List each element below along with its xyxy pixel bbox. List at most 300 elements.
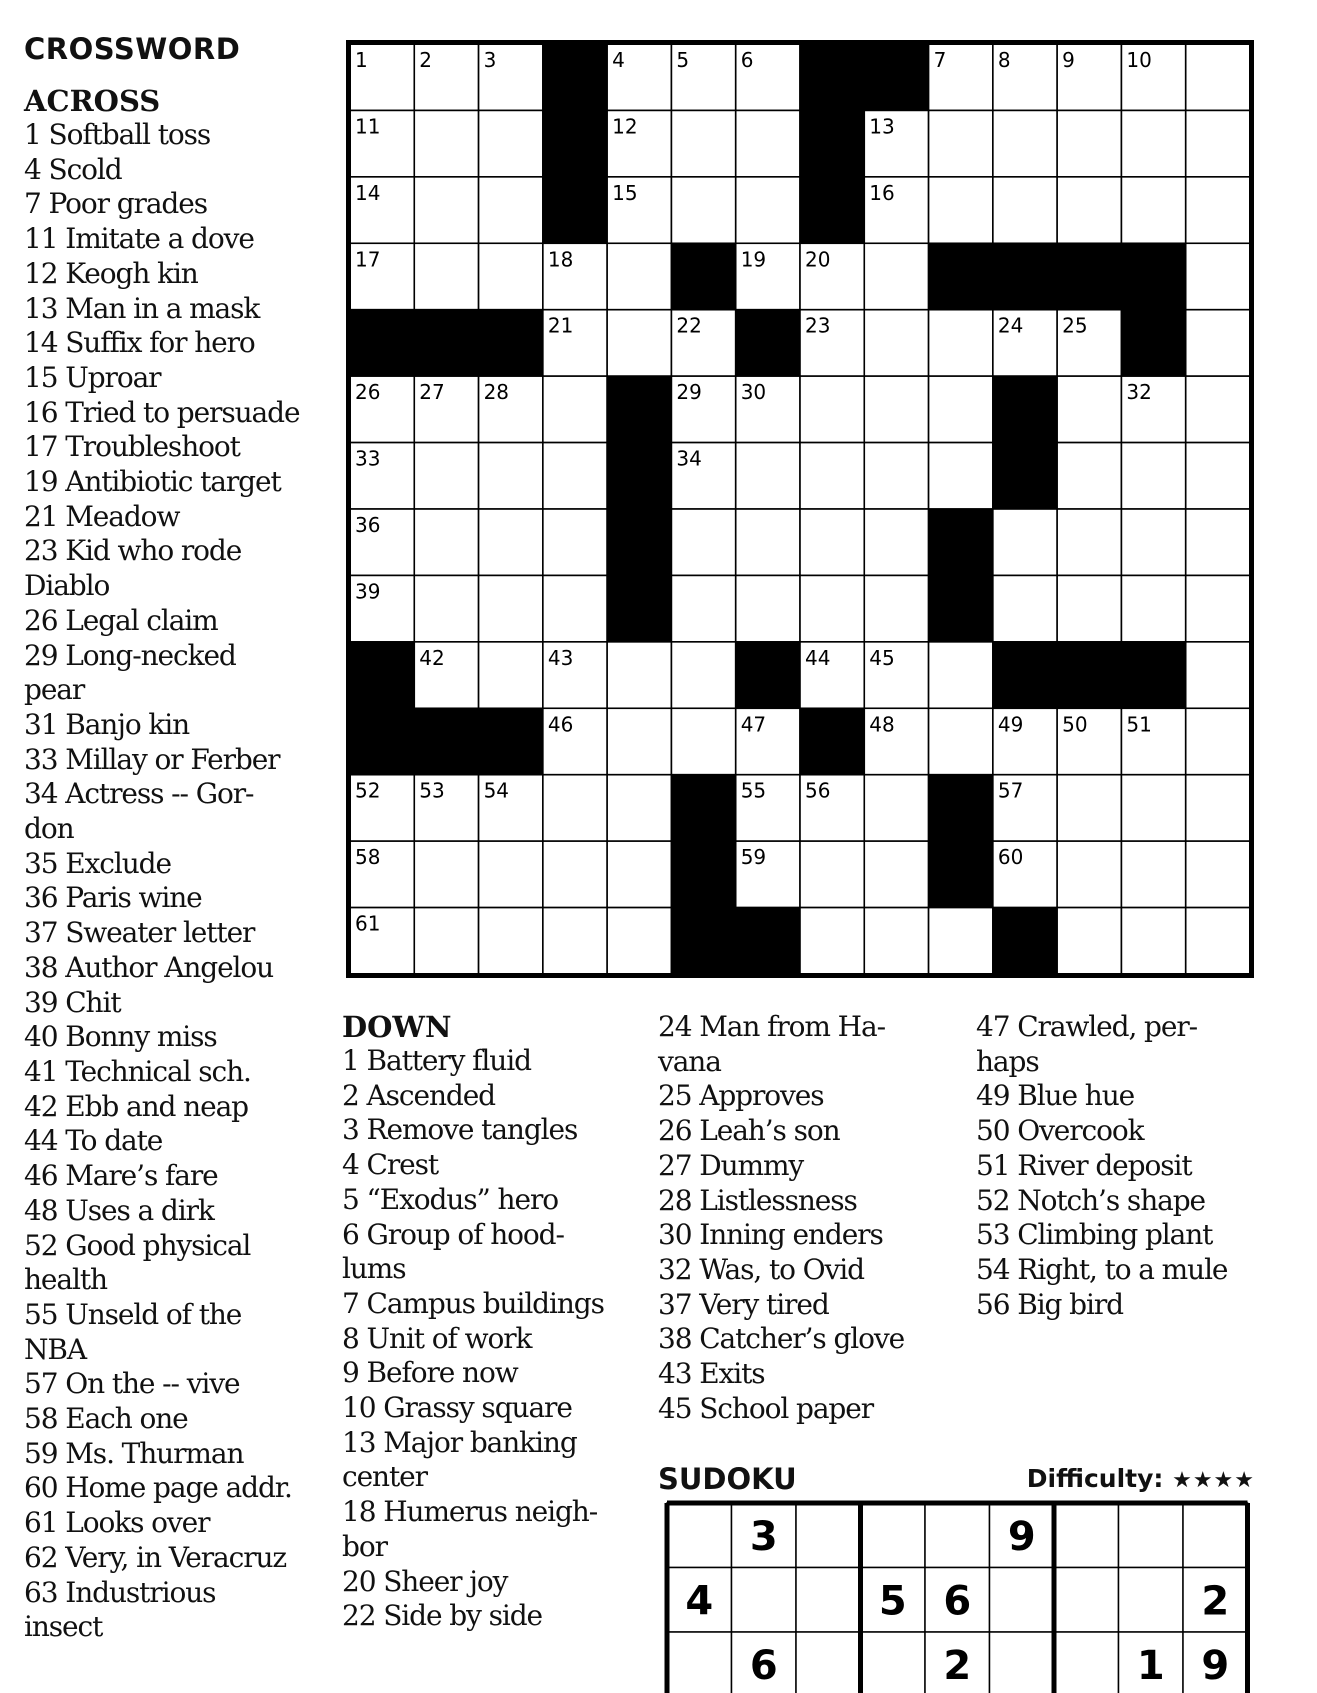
answer-cell[interactable]	[479, 443, 543, 509]
clue-line: 6 Group of hood-	[342, 1217, 564, 1251]
clue-line: 52 Notch’s shape	[976, 1183, 1206, 1217]
answer-cell[interactable]	[1057, 575, 1121, 641]
answer-cell[interactable]	[800, 376, 864, 442]
answer-cell[interactable]	[414, 443, 478, 509]
clue-line: 53 Climbing plant	[976, 1218, 1213, 1252]
clue-number: 60	[997, 845, 1024, 870]
clue-line: 28 Listlessness	[658, 1183, 857, 1217]
answer-cell[interactable]	[1186, 775, 1250, 841]
answer-cell[interactable]	[736, 509, 800, 575]
answer-cell[interactable]	[479, 243, 543, 309]
clue-line: 31 Banjo kin	[24, 707, 190, 741]
black-square	[671, 243, 735, 309]
clue-line: 26 Legal claim	[24, 603, 218, 637]
clue-number: 54	[483, 778, 510, 803]
sudoku-cell[interactable]	[861, 1632, 926, 1693]
clue-line: 22 Side by side	[342, 1599, 543, 1633]
clue-number: 56	[805, 778, 831, 803]
answer-cell[interactable]	[607, 642, 671, 708]
clue-line: 47 Crawled, per-	[976, 1010, 1197, 1043]
crossword-title: CROSSWORD	[24, 32, 241, 66]
answer-cell[interactable]	[800, 509, 864, 575]
answer-cell[interactable]	[607, 775, 671, 841]
answer-cell[interactable]	[864, 443, 928, 509]
answer-cell[interactable]	[607, 243, 671, 309]
clue-number: 44	[805, 645, 831, 670]
clue-number: 13	[869, 114, 895, 139]
clue-line: 45 School paper	[658, 1391, 873, 1425]
answer-cell[interactable]	[671, 110, 735, 176]
answer-cell[interactable]	[929, 708, 993, 774]
answer-cell[interactable]	[929, 310, 993, 376]
sudoku-given: 9	[1201, 1643, 1230, 1689]
answer-cell[interactable]	[1121, 575, 1185, 641]
answer-cell[interactable]	[1186, 908, 1250, 974]
down-clues-column-3	[976, 1010, 1227, 1322]
clue-line: 62 Very, in Veracruz	[24, 1540, 287, 1574]
clue-line: 35 Exclude	[24, 846, 171, 880]
clue-line: don	[24, 812, 74, 846]
answer-cell[interactable]	[736, 443, 800, 509]
clue-number: 4	[612, 48, 625, 72]
answer-cell[interactable]	[1121, 775, 1185, 841]
answer-cell[interactable]	[736, 177, 800, 243]
clue-line: 1 Battery fluid	[342, 1044, 531, 1077]
black-square	[800, 177, 864, 243]
clue-line: 58 Each one	[24, 1402, 188, 1436]
clue-line: 24 Man from Ha-	[658, 1010, 885, 1043]
answer-cell[interactable]	[543, 575, 607, 641]
clue-number: 16	[869, 180, 895, 205]
difficulty-stars: ★★★★	[1172, 1468, 1255, 1493]
clue-number: 20	[805, 247, 831, 272]
clue-number: 3	[483, 48, 497, 72]
answer-cell[interactable]	[671, 575, 735, 641]
clue-number: 5	[676, 48, 690, 72]
answer-cell[interactable]	[993, 575, 1057, 641]
down-clues-column-2	[658, 1010, 904, 1426]
clue-line: 20 Sheer joy	[342, 1564, 508, 1598]
clue-number: 30	[740, 380, 767, 405]
answer-cell[interactable]	[864, 775, 928, 841]
sudoku-cell[interactable]	[1054, 1632, 1119, 1693]
clue-number: 37	[612, 513, 638, 537]
sudoku-svg	[664, 1500, 1256, 1693]
answer-cell[interactable]	[671, 642, 735, 708]
sudoku-cell[interactable]	[1054, 1503, 1119, 1568]
clue-number: 49	[997, 712, 1024, 737]
clue-number: 39	[355, 579, 381, 604]
black-square	[350, 708, 414, 774]
answer-cell[interactable]	[607, 908, 671, 974]
sudoku-cell[interactable]	[732, 1568, 797, 1633]
answer-cell[interactable]	[929, 642, 993, 708]
clue-number: 2	[419, 48, 433, 72]
black-square	[414, 708, 478, 774]
black-square	[736, 642, 800, 708]
answer-cell[interactable]	[1186, 44, 1250, 110]
black-square	[929, 775, 993, 841]
clue-line: 56 Big bird	[976, 1287, 1123, 1321]
answer-cell[interactable]	[1186, 110, 1250, 176]
clue-line: 13 Major banking	[342, 1425, 577, 1459]
black-square	[671, 775, 735, 841]
sudoku-given: 5	[878, 1578, 907, 1625]
clue-line: 11 Imitate a dove	[24, 222, 254, 256]
black-square	[1121, 310, 1185, 376]
clue-line: 60 Home page addr.	[24, 1471, 292, 1505]
black-square	[929, 841, 993, 907]
answer-cell[interactable]	[479, 575, 543, 641]
difficulty-rating	[1027, 1464, 1255, 1493]
clue-number: 15	[612, 180, 638, 205]
answer-cell[interactable]	[1121, 908, 1185, 974]
black-square	[607, 376, 671, 442]
sudoku-cell[interactable]	[990, 1568, 1055, 1633]
black-square	[350, 310, 414, 376]
clue-line: 52 Good physical	[24, 1228, 251, 1262]
clue-line: 14 Suffix for hero	[24, 326, 255, 360]
answer-cell[interactable]	[1057, 841, 1121, 907]
clue-number: 34	[676, 446, 702, 471]
answer-cell[interactable]	[543, 908, 607, 974]
answer-cell[interactable]	[736, 575, 800, 641]
sudoku-cell[interactable]	[1119, 1568, 1184, 1633]
across-heading: ACROSS	[24, 84, 161, 118]
answer-cell[interactable]	[1057, 775, 1121, 841]
answer-cell[interactable]	[864, 575, 928, 641]
answer-cell[interactable]	[479, 509, 543, 575]
answer-cell[interactable]	[1057, 908, 1121, 974]
answer-cell[interactable]	[929, 443, 993, 509]
sudoku-cell[interactable]	[925, 1503, 990, 1568]
answer-cell[interactable]	[414, 243, 478, 309]
answer-cell[interactable]	[414, 908, 478, 974]
down-heading: DOWN	[342, 1010, 452, 1044]
answer-cell[interactable]	[1121, 841, 1185, 907]
black-square	[543, 44, 607, 110]
clue-line: 37 Very tired	[658, 1287, 829, 1321]
black-square	[543, 177, 607, 243]
answer-cell[interactable]	[864, 841, 928, 907]
answer-cell[interactable]	[800, 575, 864, 641]
clue-line: 9 Before now	[342, 1356, 518, 1390]
clue-line: 46 Mare’s fare	[24, 1159, 218, 1193]
clue-number: 45	[869, 645, 895, 670]
clue-number: 8	[997, 48, 1011, 72]
black-square	[1121, 243, 1185, 309]
clue-line: 15 Uproar	[24, 360, 161, 394]
clue-number: 14	[355, 180, 381, 205]
black-square	[1057, 243, 1121, 309]
clue-number: 21	[547, 313, 574, 338]
clue-line: 23 Kid who rode	[24, 534, 242, 568]
black-square	[800, 44, 864, 110]
answer-cell[interactable]	[479, 841, 543, 907]
clue-line: haps	[976, 1044, 1039, 1078]
answer-cell[interactable]	[607, 841, 671, 907]
answer-cell[interactable]	[414, 509, 478, 575]
answer-cell[interactable]	[864, 509, 928, 575]
clue-line: vana	[658, 1044, 721, 1078]
black-square	[736, 310, 800, 376]
clue-number: 38	[933, 513, 960, 537]
clue-line: 50 Overcook	[976, 1114, 1144, 1148]
clue-number: 28	[483, 380, 510, 405]
answer-cell[interactable]	[543, 443, 607, 509]
clue-line: 1 Softball toss	[24, 118, 211, 151]
sudoku-cell[interactable]	[796, 1632, 861, 1693]
clue-line: 44 To date	[24, 1124, 163, 1158]
sudoku-given: 2	[943, 1643, 972, 1689]
clue-line: 7 Campus buildings	[342, 1286, 604, 1320]
black-square	[1121, 642, 1185, 708]
clue-number: 11	[355, 114, 381, 139]
clue-number: 31	[997, 380, 1024, 405]
clue-line: 7 Poor grades	[24, 187, 207, 221]
sudoku-given: 3	[749, 1514, 778, 1560]
clue-line: 42 Ebb and neap	[24, 1089, 248, 1123]
sudoku-cell[interactable]	[667, 1503, 732, 1568]
answer-cell[interactable]	[1186, 376, 1250, 442]
answer-cell[interactable]	[671, 708, 735, 774]
answer-cell[interactable]	[1057, 443, 1121, 509]
black-square	[671, 908, 735, 974]
clue-line: 30 Inning enders	[658, 1218, 883, 1252]
sudoku-cell[interactable]	[796, 1503, 861, 1568]
clue-line: lums	[342, 1252, 406, 1286]
down-clue-list	[976, 1010, 1227, 1322]
clue-number: 53	[419, 778, 445, 803]
clue-number: 33	[355, 446, 381, 471]
answer-cell[interactable]	[800, 841, 864, 907]
clue-line: bor	[342, 1529, 387, 1563]
answer-cell[interactable]	[993, 509, 1057, 575]
answer-cell[interactable]	[671, 177, 735, 243]
black-square	[800, 110, 864, 176]
clue-line: 61 Looks over	[24, 1506, 210, 1540]
black-square	[479, 708, 543, 774]
answer-cell[interactable]	[414, 841, 478, 907]
answer-cell[interactable]	[414, 575, 478, 641]
clue-line: insect	[24, 1610, 103, 1644]
clue-number: 61	[355, 911, 381, 936]
answer-cell[interactable]	[479, 177, 543, 243]
clue-line: 4 Crest	[342, 1148, 439, 1182]
answer-cell[interactable]	[1186, 642, 1250, 708]
clue-number: 12	[612, 114, 638, 139]
sudoku-cell[interactable]	[1119, 1503, 1184, 1568]
clue-line: 13 Man in a mask	[24, 291, 260, 325]
sudoku-title: SUDOKU	[658, 1462, 797, 1496]
down-clues-column-1	[342, 1010, 604, 1634]
answer-cell[interactable]	[414, 177, 478, 243]
answer-cell[interactable]	[864, 310, 928, 376]
down-clue-list	[342, 1044, 604, 1634]
answer-cell[interactable]	[1186, 177, 1250, 243]
clue-number: 10	[1126, 48, 1152, 72]
answer-cell[interactable]	[1186, 443, 1250, 509]
sudoku-cell[interactable]	[990, 1632, 1055, 1693]
clue-number: 26	[355, 380, 381, 405]
clue-number: 7	[933, 48, 947, 72]
answer-cell[interactable]	[929, 908, 993, 974]
black-square	[864, 44, 928, 110]
clue-number: 29	[676, 380, 702, 405]
clue-number: 9	[1062, 48, 1075, 72]
answer-cell[interactable]	[671, 509, 735, 575]
sudoku-grid	[664, 1500, 1256, 1693]
clue-line: 43 Exits	[658, 1357, 765, 1391]
black-square	[350, 642, 414, 708]
clue-line: 5 “Exodus” hero	[342, 1182, 559, 1216]
clue-line: 26 Leah’s son	[658, 1114, 840, 1148]
clue-number: 47	[740, 712, 767, 737]
clue-line: 32 Was, to Ovid	[658, 1252, 864, 1286]
clue-number: 36	[355, 513, 381, 537]
clue-line: 25 Approves	[658, 1079, 824, 1113]
answer-cell[interactable]	[1121, 110, 1185, 176]
clue-number: 40	[612, 579, 638, 604]
clue-line: 33 Millay or Ferber	[24, 742, 280, 776]
clue-line: health	[24, 1263, 107, 1297]
answer-cell[interactable]	[414, 110, 478, 176]
answer-cell[interactable]	[607, 310, 671, 376]
answer-cell[interactable]	[800, 908, 864, 974]
clue-line: 55 Unseld of the	[24, 1297, 242, 1331]
clue-line: Diablo	[24, 569, 110, 603]
across-clues	[24, 84, 299, 1645]
clue-line: pear	[24, 673, 85, 707]
sudoku-given: 4	[685, 1578, 714, 1625]
answer-cell[interactable]	[864, 908, 928, 974]
clue-number: 50	[1062, 712, 1088, 737]
answer-cell[interactable]	[543, 775, 607, 841]
clue-number: 62	[740, 911, 767, 936]
answer-cell[interactable]	[1121, 509, 1185, 575]
black-square	[543, 110, 607, 176]
clue-number: 43	[547, 645, 574, 670]
answer-cell[interactable]	[864, 376, 928, 442]
sudoku-given: 6	[943, 1578, 972, 1625]
crossword-grid	[346, 40, 1254, 978]
difficulty-label: Difficulty:	[1026, 1464, 1164, 1493]
black-square	[1057, 642, 1121, 708]
answer-cell[interactable]	[1121, 443, 1185, 509]
clue-number: 41	[933, 579, 960, 604]
sudoku-cell[interactable]	[861, 1503, 926, 1568]
clue-line: 3 Remove tangles	[342, 1113, 578, 1147]
answer-cell[interactable]	[1186, 841, 1250, 907]
answer-cell[interactable]	[993, 177, 1057, 243]
answer-cell[interactable]	[800, 443, 864, 509]
clue-line: 51 River deposit	[976, 1148, 1192, 1182]
answer-cell[interactable]	[736, 110, 800, 176]
answer-cell[interactable]	[1186, 509, 1250, 575]
clue-line: 16 Tried to persuade	[24, 395, 300, 429]
clue-line: 40 Bonny miss	[24, 1020, 217, 1054]
answer-cell[interactable]	[1186, 310, 1250, 376]
clue-line: 41 Technical sch.	[24, 1054, 251, 1088]
clue-line: 12 Keogh kin	[24, 256, 198, 290]
black-square	[993, 642, 1057, 708]
answer-cell[interactable]	[607, 708, 671, 774]
black-square	[479, 310, 543, 376]
answer-cell[interactable]	[543, 509, 607, 575]
clue-line: 34 Actress -- Gor-	[24, 777, 254, 811]
clue-line: NBA	[24, 1332, 86, 1366]
answer-cell[interactable]	[993, 110, 1057, 176]
clue-number: 17	[355, 247, 381, 272]
answer-cell[interactable]	[1186, 575, 1250, 641]
answer-cell[interactable]	[864, 243, 928, 309]
answer-cell[interactable]	[1186, 708, 1250, 774]
clue-number: 19	[740, 247, 767, 272]
black-square	[607, 443, 671, 509]
clue-line: 19 Antibiotic target	[24, 465, 281, 499]
answer-cell[interactable]	[479, 110, 543, 176]
clue-number: 42	[419, 645, 445, 670]
black-square	[671, 841, 735, 907]
answer-cell[interactable]	[1057, 177, 1121, 243]
clue-line: 48 Uses a dirk	[24, 1193, 214, 1227]
sudoku-cell[interactable]	[1054, 1568, 1119, 1633]
clue-number: 24	[997, 313, 1024, 338]
answer-cell[interactable]	[1057, 110, 1121, 176]
crossword-svg	[346, 40, 1254, 978]
clue-line: 63 Industrious	[24, 1575, 216, 1609]
answer-cell[interactable]	[929, 376, 993, 442]
clue-number: 25	[1062, 313, 1088, 338]
black-square	[929, 243, 993, 309]
clue-line: center	[342, 1460, 427, 1494]
answer-cell[interactable]	[543, 841, 607, 907]
down-clue-list	[658, 1010, 904, 1426]
sudoku-cell[interactable]	[1183, 1503, 1248, 1568]
clue-line: 38 Catcher’s glove	[658, 1322, 905, 1356]
clue-number: 32	[1126, 380, 1152, 405]
clue-line: 59 Ms. Thurman	[24, 1436, 244, 1470]
sudoku-cell[interactable]	[796, 1568, 861, 1633]
answer-cell[interactable]	[1121, 177, 1185, 243]
answer-cell[interactable]	[929, 110, 993, 176]
clue-line: 2 Ascended	[342, 1078, 496, 1112]
clue-line: 39 Chit	[24, 985, 121, 1019]
answer-cell[interactable]	[1057, 376, 1121, 442]
clue-number: 51	[1126, 712, 1152, 737]
answer-cell[interactable]	[479, 908, 543, 974]
answer-cell[interactable]	[543, 376, 607, 442]
sudoku-cell[interactable]	[667, 1632, 732, 1693]
clue-line: 17 Troubleshoot	[24, 430, 240, 464]
answer-cell[interactable]	[479, 642, 543, 708]
clue-line: 21 Meadow	[24, 499, 180, 533]
answer-cell[interactable]	[1057, 509, 1121, 575]
across-clue-list	[24, 118, 299, 1645]
black-square	[993, 243, 1057, 309]
clue-line: 4 Scold	[24, 152, 122, 186]
clue-number: 22	[676, 313, 702, 338]
clue-line: 8 Unit of work	[342, 1321, 532, 1355]
clue-number: 52	[355, 778, 381, 803]
answer-cell[interactable]	[929, 177, 993, 243]
answer-cell[interactable]	[1186, 243, 1250, 309]
clue-number: 58	[355, 845, 381, 870]
clue-number: 46	[547, 712, 574, 737]
sudoku-given: 9	[1007, 1514, 1036, 1560]
clue-number: 6	[740, 48, 754, 72]
clue-line: 37 Sweater letter	[24, 916, 255, 950]
